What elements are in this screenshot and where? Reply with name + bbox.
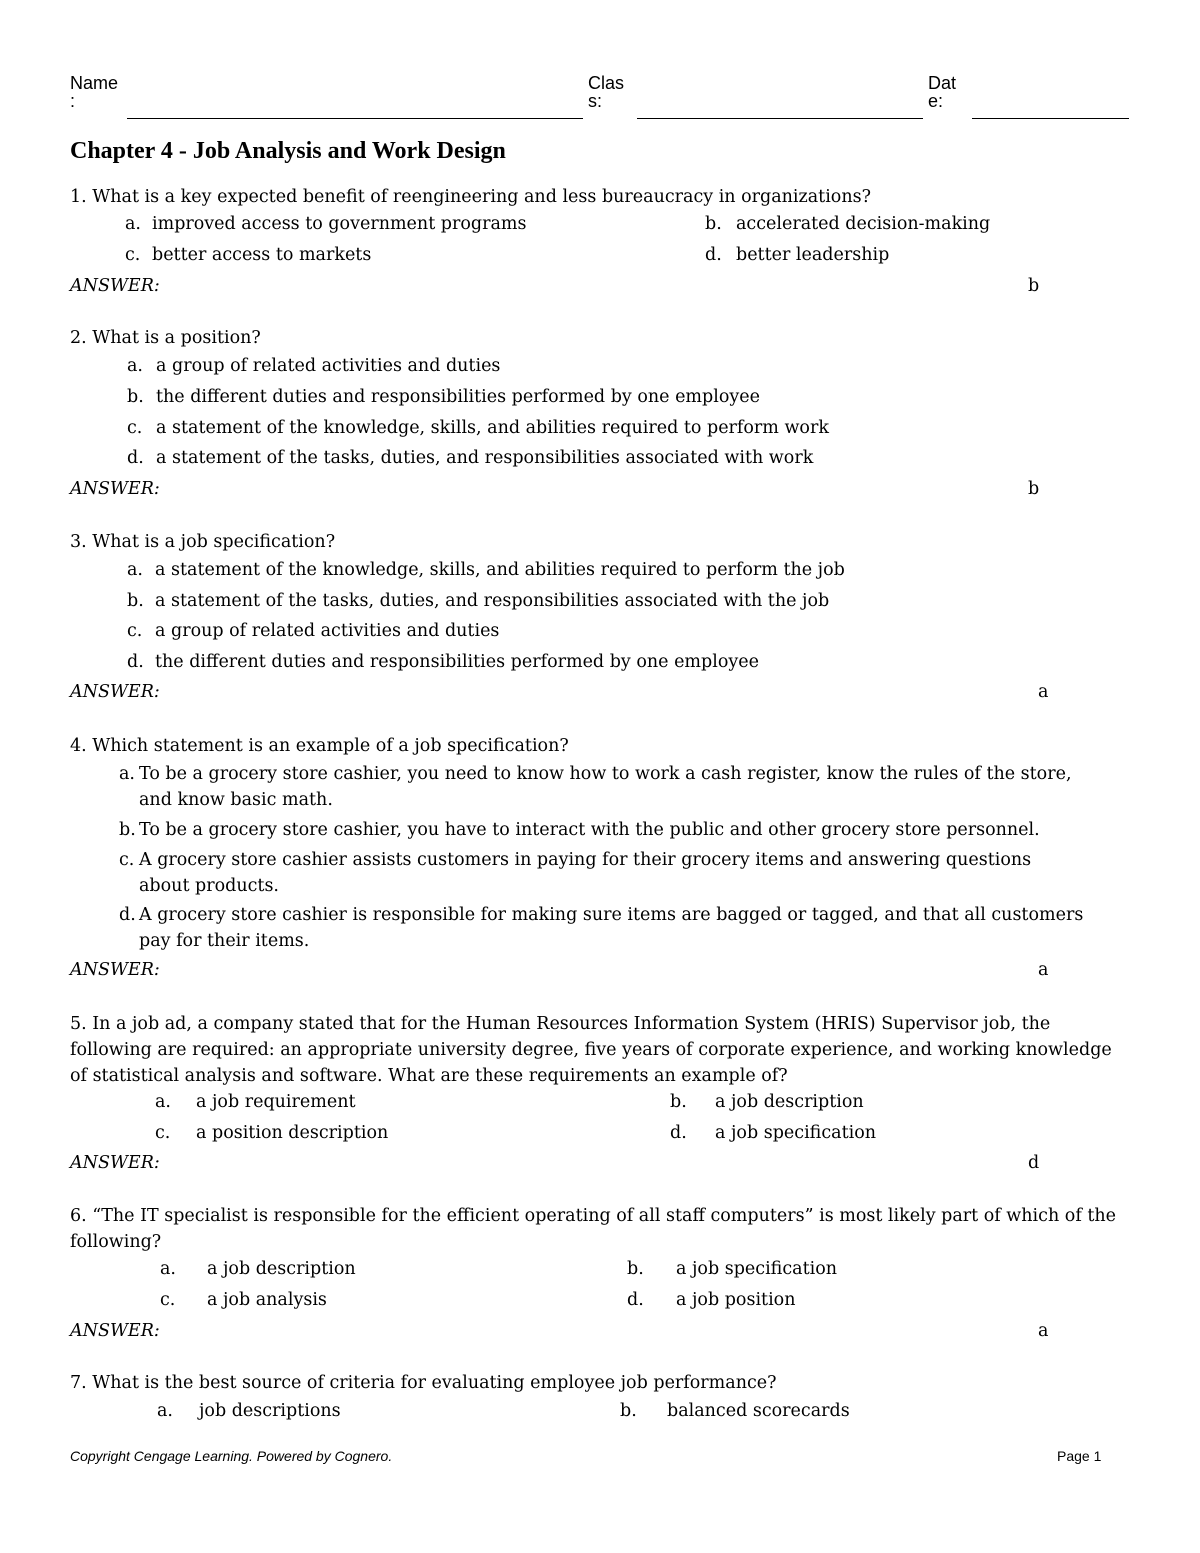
- question-5-stem: 5. In a job ad, a company stated that for the Human Resources Information System (HRIS) Supervisor job, the following are required: an appropriate university degree, five years of corporate experience, and working knowledge of statistical analysis and software. What are these requirements an example of?: [70, 1014, 1112, 1086]
- q2-option-d-letter: d.: [127, 448, 144, 468]
- q6-option-a[interactable]: a job description: [207, 1259, 356, 1279]
- q5-option-c-letter: c.: [155, 1123, 171, 1143]
- question-2-stem: 2. What is a position?: [70, 328, 261, 348]
- q1-option-b[interactable]: accelerated decision-making: [736, 214, 991, 234]
- q3-option-c-letter: c.: [127, 621, 143, 641]
- q3-answer-value: a: [1038, 682, 1049, 702]
- name-label: Name :: [70, 73, 119, 111]
- q3-option-c[interactable]: a group of related activities and duties: [155, 621, 500, 641]
- q6-option-b[interactable]: a job specification: [676, 1259, 838, 1279]
- q2-answer-label: ANSWER:: [70, 479, 160, 499]
- q4-option-b[interactable]: To be a grocery store cashier, you have to interact with the public and other grocery store personnel.: [139, 820, 1040, 840]
- q1-option-d[interactable]: better leadership: [736, 245, 890, 265]
- q3-answer-label: ANSWER:: [70, 682, 160, 702]
- q5-option-a-letter: a.: [155, 1092, 171, 1112]
- page-title: Chapter 4 - Job Analysis and Work Design: [70, 138, 506, 164]
- q4-option-c-letter: c.: [119, 850, 135, 870]
- class-label: Clas s:: [588, 73, 625, 111]
- q6-option-d[interactable]: a job position: [676, 1290, 796, 1310]
- q4-option-a[interactable]: To be a grocery store cashier, you need to know how to work a cash register, know the rules of the store, and know basic math.: [139, 764, 1072, 810]
- q3-option-d[interactable]: the different duties and responsibilities performed by one employee: [155, 652, 759, 672]
- question-6-stem: 6. “The IT specialist is responsible for the efficient operating of all staff computers” is most likely part of which of the following?: [70, 1206, 1117, 1252]
- date-field-line[interactable]: [972, 118, 1129, 119]
- q4-answer-value: a: [1038, 960, 1049, 980]
- q6-option-a-letter: a.: [160, 1259, 176, 1279]
- footer-copyright: Copyright Cengage Learning. Powered by Cognero.: [70, 1448, 393, 1464]
- q4-option-a-letter: a.: [119, 764, 135, 784]
- q5-answer-value: d: [1028, 1153, 1040, 1173]
- q3-option-a[interactable]: a statement of the knowledge, skills, and abilities required to perform the job: [155, 560, 845, 580]
- q2-option-c[interactable]: a statement of the knowledge, skills, and abilities required to perform work: [156, 418, 829, 438]
- q5-option-b-letter: b.: [670, 1092, 687, 1112]
- q6-option-b-letter: b.: [627, 1259, 644, 1279]
- date-label: Dat e:: [928, 73, 957, 111]
- q7-option-b-letter: b.: [620, 1401, 637, 1421]
- q1-option-c[interactable]: better access to markets: [152, 245, 372, 265]
- q1-answer-label: ANSWER:: [70, 276, 160, 296]
- q6-option-c[interactable]: a job analysis: [207, 1290, 327, 1310]
- q1-option-d-letter: d.: [705, 245, 722, 265]
- q1-option-b-letter: b.: [705, 214, 722, 234]
- class-field-line[interactable]: [637, 118, 923, 119]
- q5-answer-label: ANSWER:: [70, 1153, 160, 1173]
- q5-option-a[interactable]: a job requirement: [196, 1092, 356, 1112]
- q2-option-b[interactable]: the different duties and responsibilities performed by one employee: [156, 387, 760, 407]
- q1-option-a-letter: a.: [125, 214, 141, 234]
- question-7-stem: 7. What is the best source of criteria for evaluating employee job performance?: [70, 1373, 777, 1393]
- q4-option-d[interactable]: A grocery store cashier is responsible for making sure items are bagged or tagged, and that all customers pay for their items.: [139, 905, 1084, 951]
- q6-answer-value: a: [1038, 1321, 1049, 1341]
- q4-option-c[interactable]: A grocery store cashier assists customers in paying for their grocery items and answering questions about products.: [139, 850, 1032, 896]
- q3-option-a-letter: a.: [127, 560, 143, 580]
- name-field-line[interactable]: [127, 118, 583, 119]
- footer-page-number: Page 1: [1057, 1448, 1102, 1464]
- q7-option-b[interactable]: balanced scorecards: [667, 1401, 850, 1421]
- q2-option-a[interactable]: a group of related activities and duties: [156, 356, 501, 376]
- question-4-stem: 4. Which statement is an example of a job specification?: [70, 736, 569, 756]
- q5-option-d[interactable]: a job specification: [715, 1123, 877, 1143]
- q3-option-b[interactable]: a statement of the tasks, duties, and responsibilities associated with the job: [155, 591, 830, 611]
- q2-option-d[interactable]: a statement of the tasks, duties, and responsibilities associated with work: [156, 448, 814, 468]
- q2-option-b-letter: b.: [127, 387, 144, 407]
- q4-option-d-letter: d.: [119, 905, 136, 925]
- q3-option-d-letter: d.: [127, 652, 144, 672]
- q4-answer-label: ANSWER:: [70, 960, 160, 980]
- q1-answer-value: b: [1028, 276, 1040, 296]
- question-1-stem: 1. What is a key expected benefit of reengineering and less bureaucracy in organizations?: [70, 187, 871, 207]
- q7-option-a[interactable]: job descriptions: [199, 1401, 341, 1421]
- q6-option-d-letter: d.: [627, 1290, 644, 1310]
- q6-option-c-letter: c.: [160, 1290, 176, 1310]
- q6-answer-label: ANSWER:: [70, 1321, 160, 1341]
- q7-option-a-letter: a.: [157, 1401, 173, 1421]
- q2-option-c-letter: c.: [127, 418, 143, 438]
- q1-option-c-letter: c.: [125, 245, 141, 265]
- q3-option-b-letter: b.: [127, 591, 144, 611]
- q4-option-b-letter: b.: [119, 820, 136, 840]
- q2-option-a-letter: a.: [127, 356, 143, 376]
- question-3-stem: 3. What is a job specification?: [70, 532, 336, 552]
- q1-option-a[interactable]: improved access to government programs: [152, 214, 527, 234]
- q5-option-d-letter: d.: [670, 1123, 687, 1143]
- q5-option-c[interactable]: a position description: [196, 1123, 389, 1143]
- q5-option-b[interactable]: a job description: [715, 1092, 864, 1112]
- q2-answer-value: b: [1028, 479, 1040, 499]
